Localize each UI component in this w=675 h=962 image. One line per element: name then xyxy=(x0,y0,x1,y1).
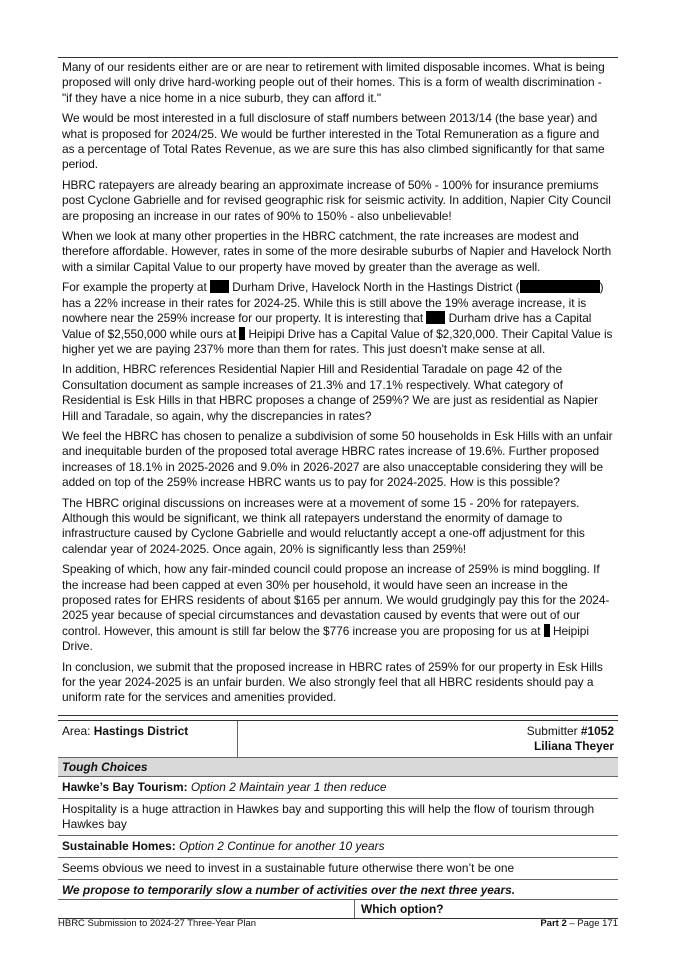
submission-body xyxy=(58,57,618,716)
section-title: Tough Choices xyxy=(58,758,618,777)
paragraph-5: For example the property at Durham Drive, Havelock North in the Hastings District ( ) has a 22% increase in their rates for 2024-25. While this is still above the 19% average increase, it is nowhere near the 259% increase for our property. It is interesting that Durham drive has a Capital Value of $2,550,000 while ours at Heipipi Drive has a Capital Value of $2,320,000. Their Capital Value is higher yet we are paying 237% more than them for rates. This just doesn't make sense at all. xyxy=(62,280,613,356)
redaction-box xyxy=(426,311,445,324)
which-option-label: Which option? xyxy=(361,902,444,916)
page-footer xyxy=(58,918,618,929)
submitter-name: Liliana Theyer xyxy=(534,739,614,753)
paragraph-2: We would be most interested in a full disclosure of staff numbers between 2013/14 (the base year) and what is proposed for 2024/25. We would be further interested in the Total Remuneration as a figure and as a percentage of Total Rates Revenue, as we are sure this has also climbed significantly for that same period. xyxy=(62,111,605,172)
paragraph-10: In conclusion, we submit that the proposed increase in HBRC rates of 259% for our property in Esk Hills for the year 2024-2025 is an unfair burden. We also strongly feel that all HBRC residents should pay a uniform rate for the services and amenities provided. xyxy=(62,659,603,705)
footer-title: HBRC Submission to 2024-27 Three-Year Plan xyxy=(58,918,257,929)
question-sustainable-homes: Sustainable Homes: Option 2 Continue for another 10 years xyxy=(58,836,618,858)
paragraph-6: In addition, HBRC references Residential Napier Hill and Residential Taradale on page 42 of the Consultation document as sample increases of 21.3% and 17.1% respectively. What category of Residential is Esk Hills in that HBRC proposes a change of 259%? We are just as residential as Napier Hill and Taradale, so again, why the discrepancies in rates? xyxy=(62,362,599,423)
area-cell: Area: Hastings District xyxy=(58,721,238,757)
paragraph-1: Many of our residents either are or are near to retirement with limited disposable incomes. What is being proposed will only drive hard-working people out of their homes. This is a form of wealth discrimination - "if they have a nice home in a nice suburb, they can afford it." xyxy=(62,60,605,105)
paragraph-9: Speaking of which, how any fair-minded council could propose an increase of 259% is mind boggling. If the increase had been capped at even 30% per household, it would have seen an increase in the proposed rates for EHRS residents of about $165 per annum. We would grudgingly pay this for the 2024-2025 year because of special circumstances and devastation caused by events that were out of our control. However, this amount is still far below the $776 increase you are proposing for us at Heipipi Drive. xyxy=(62,562,610,654)
comment-sustainable-homes: Seems obvious we need to invest in a sustainable future otherwise there won’t be one xyxy=(58,858,618,880)
submission-form-table xyxy=(58,720,618,919)
question-slow-activities: We propose to temporarily slow a number of activities over the next three years. xyxy=(58,880,618,900)
paragraph-7: We feel the HBRC has chosen to penalize a subdivision of some 50 households in Esk Hills with an unfair and inequitable burden of the proposed total average HBRC rates increase of 19.6%. Further proposed increases of 18.1% in 2025-2026 and 9.0% in 2026-2027 are also unacceptable considering they will be added on top of the 259% increase HBRC wants us to pay for 2024-2025. How is this possible? xyxy=(62,428,613,490)
which-option-row xyxy=(58,900,618,919)
paragraph-4: When we look at many other properties in the HBRC catchment, the rate increases are modest and therefore affordable. However, rates in some of the more desirable suburbs of Napier and Havelock North with a similar Capital Value to our property have moved by greater than the average as well. xyxy=(62,229,612,274)
redaction-box xyxy=(520,280,600,293)
footer-page-number: Part 2 – Page 171 xyxy=(540,918,618,929)
redaction-box xyxy=(210,280,229,293)
submitter-cell: Submitter #1052 Liliana Theyer xyxy=(238,721,618,757)
comment-tourism: Hospitality is a huge attraction in Hawkes bay and supporting this will help the flow of tourism through Hawkes bay xyxy=(58,799,618,836)
question-tourism: Hawke’s Bay Tourism: Option 2 Maintain year 1 then reduce xyxy=(58,777,618,799)
paragraph-8: The HBRC original discussions on increases were at a movement of some 15 - 20% for ratepayers. Although this would be significant, we think all ratepayers understand the enormity of damage to infrastructure caused by Cyclone Gabrielle and would reluctantly accept a one-off adjustment for this calendar year of 2024-2025. Once again, 20% is significantly less than 259%! xyxy=(62,495,585,556)
paragraph-3: HBRC ratepayers are already bearing an approximate increase of 50% - 100% for insurance premiums post Cyclone Gabrielle and for revised geographic risk for seismic activity. In addition, Napier City Council are proposing an increase in our rates of 90% to 150% - also unbelievable! xyxy=(62,177,611,223)
submitter-row xyxy=(58,720,618,758)
